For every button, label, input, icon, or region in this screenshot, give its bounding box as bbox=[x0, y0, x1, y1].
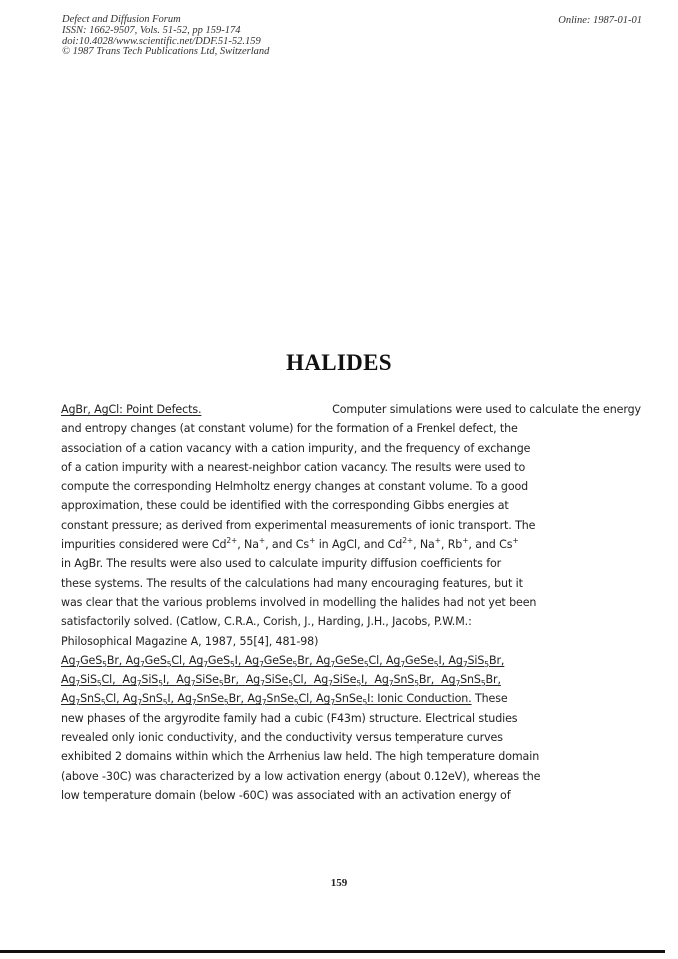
text-line: was clear that the various problems involved in modelling the halides had not yet been bbox=[61, 595, 537, 609]
copyright-line: © 1987 Trans Tech Publications Ltd, Switzerland bbox=[62, 46, 270, 58]
text-line: compute the corresponding Helmholtz energy changes at constant volume. To a good bbox=[61, 480, 529, 494]
entry-heading: AgBr, AgCl: Point Defects. bbox=[61, 403, 202, 416]
text-line: Philosophical Magazine A, 1987, 55[4], 481-98) bbox=[61, 634, 319, 648]
compound-heading-1: $Ag_7GeS_5Br$, $Ag_7GeS_5Cl$, $Ag_7GeS_5I$, $Ag_7GeSe_5Br$, $Ag_7GeSe_5Cl$, $Ag_7GeSe_5I$, $Ag_7SiS_5Br$, bbox=[61, 653, 505, 669]
doi-link[interactable]: doi:10.4028/www.scientific.net/DDF.51-52.159 bbox=[62, 35, 261, 47]
compound-list-line-3: $Ag_7SnS_5Cl$, $Ag_7SnS_5I$, $Ag_7SnSe_5Br$, $Ag_7SnSe_5Cl$, $Ag_7SnSe_5I$: Ionic Conduction. These bbox=[61, 692, 508, 708]
text-line: AgBr, AgCl: Point Defects. Computer simulations were used to calculate the energy bbox=[61, 400, 641, 419]
compound-heading-3: $Ag_7SnS_5Cl$, $Ag_7SnS_5I$, $Ag_7SnSe_5Br$, $Ag_7SnSe_5Cl$, $Ag_7SnSe_5I$: Ionic Conduction. bbox=[61, 692, 472, 708]
compound-heading-2: $Ag_7SiS_5Cl$, $Ag_7SiS_5I$, $Ag_7SiSe_5Br$, $Ag_7SiSe_5Cl$, $Ag_7SiSe_5I$, $Ag_7SnS_5Br$, $Ag_7SnS_5Br$, bbox=[61, 673, 501, 689]
text-line: these systems. The results of the calculations had many encouraging features, but it bbox=[61, 576, 523, 590]
footer-rule bbox=[0, 950, 665, 953]
journal-name: Defect and Diffusion Forum bbox=[62, 14, 181, 25]
text-line: (above -30C) was characterized by a low activation energy (about 0.12eV), whereas the bbox=[61, 769, 541, 783]
compound-list-line-2 bbox=[61, 670, 641, 689]
journal-header bbox=[62, 15, 269, 58]
text-line: satisfactorily solved. (Catlow, C.R.A., Corish, J., Harding, J.H., Jacobs, P.W.M.: bbox=[61, 615, 472, 629]
text-line: of a cation impurity with a nearest-neighbor cation vacancy. The results were used to bbox=[61, 460, 526, 474]
text-line: association of a cation vacancy with a cation impurity, and the frequency of exchange bbox=[61, 441, 531, 455]
text-line: exhibited 2 domains within which the Arrhenius law held. The high temperature domain bbox=[61, 750, 540, 764]
compound-list-line-1 bbox=[61, 651, 641, 670]
page-number: 159 bbox=[330, 877, 348, 889]
text-line: and entropy changes (at constant volume) for the formation of a Frenkel defect, the bbox=[61, 422, 518, 436]
text-line: low temperature domain (below -60C) was associated with an activation energy of bbox=[61, 788, 511, 802]
article-body bbox=[61, 400, 641, 805]
text-line: constant pressure; as derived from experimental measurements of ionic transport. The bbox=[61, 518, 536, 532]
text-line: in AgBr. The results were also used to calculate impurity diffusion coefficients for bbox=[61, 557, 502, 571]
section-title: HALIDES bbox=[286, 350, 392, 375]
online-date: Online: 1987-01-01 bbox=[558, 15, 642, 26]
impurities-line: impurities considered were $Cd^{2+}$, Na+, and Cs+ in AgCl, and $Cd^{2+}$, Na+, Rb+, and Cs+ bbox=[61, 536, 519, 552]
issn-line: ISSN: 1662-9507, Vols. 51-52, pp 159-174 bbox=[62, 24, 241, 36]
text-line: new phases of the argyrodite family had a cubic (F43m) structure. Electrical studies bbox=[61, 711, 518, 725]
text-line: approximation, these could be identified with the corresponding Gibbs energies at bbox=[61, 499, 509, 513]
text-line: revealed only ionic conductivity, and the conductivity versus temperature curves bbox=[61, 731, 503, 745]
